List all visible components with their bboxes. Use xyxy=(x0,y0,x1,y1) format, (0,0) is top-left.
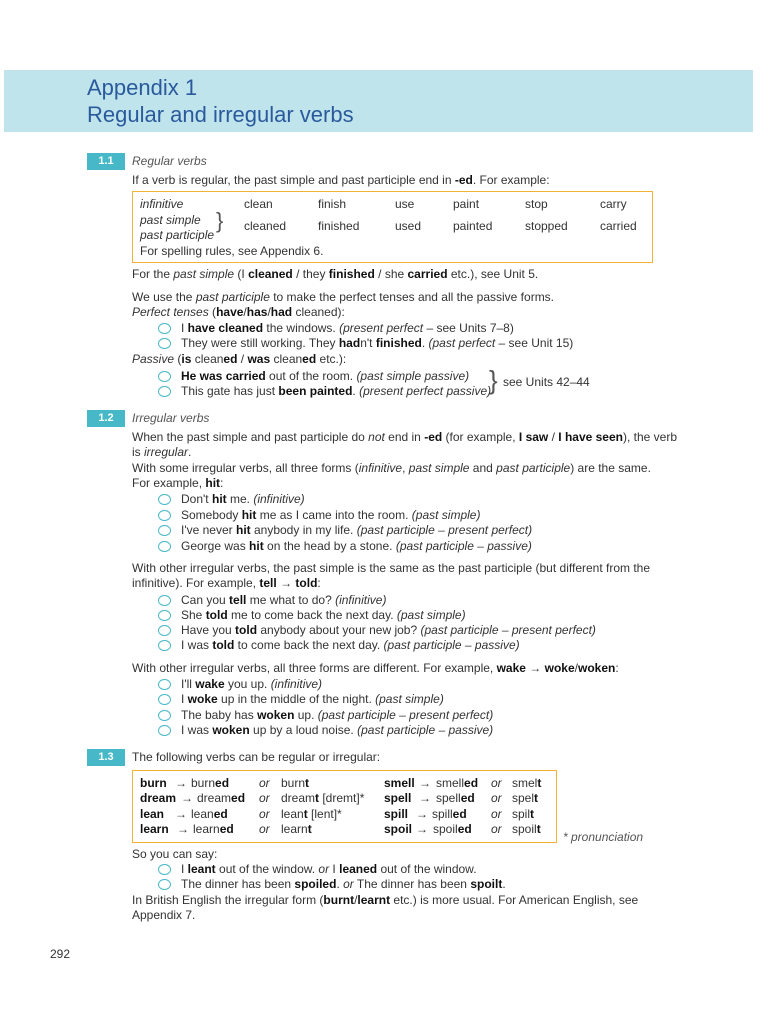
arrow-icon: → xyxy=(419,791,431,805)
regular-intro: If a verb is regular, the past simple and past participle end in -ed. For example: xyxy=(132,173,550,187)
verb-row: dream xyxy=(140,791,177,805)
example-sentence: I leant out of the window. or I leaned out of the window. xyxy=(181,862,477,876)
irregular-intro: When the past simple and past participle do not end in -ed (for example, I saw / I have seen), the verb xyxy=(132,430,678,444)
irregular-form: learnt xyxy=(281,822,312,836)
label-past-simple: past simple xyxy=(140,213,201,227)
for-example-hit: For example, hit: xyxy=(132,476,224,490)
or-word: or xyxy=(259,776,270,790)
bullet-icon xyxy=(158,725,171,736)
example-sentence: Don't hit me. (infinitive) xyxy=(181,492,305,506)
bullet-icon xyxy=(158,541,171,552)
bullet-icon xyxy=(158,338,171,349)
or-word: or xyxy=(259,807,270,821)
arrow-icon: → xyxy=(416,807,428,821)
example-sentence: I was woken up by a loud noise. (past participle – passive) xyxy=(181,723,494,737)
arrow-icon: → xyxy=(175,776,187,790)
past-form-cell: stopped xyxy=(525,219,568,233)
or-word: or xyxy=(491,822,502,836)
example-sentence: Have you told anybody about your new job? (past participle – present perfect) xyxy=(181,623,596,637)
past-form-cell: painted xyxy=(453,219,493,233)
example-sentence: The dinner has been spoiled. or The dinner has been spoilt. xyxy=(181,877,506,891)
example-sentence: I'll wake you up. (infinitive) xyxy=(181,677,323,691)
regular-form: burned xyxy=(191,776,230,790)
arrow-icon: → xyxy=(419,776,431,790)
past-simple-ref: For the past simple (I cleaned / they finished / she carried etc.), see Unit 5. xyxy=(132,267,539,281)
section-number-1-1: 1.1 xyxy=(87,153,125,170)
example-sentence: She told me to come back the next day. (past simple) xyxy=(181,608,466,622)
pronunciation-note: * pronunciation xyxy=(563,830,644,844)
arrow-icon: → xyxy=(181,791,193,805)
or-word: or xyxy=(259,822,270,836)
british-english-note: In British English the irregular form (burnt/learnt etc.) is more usual. For American English, see xyxy=(132,893,639,907)
regular-form: learned xyxy=(193,822,234,836)
infinitive-cell: paint xyxy=(453,197,480,211)
regular-form: dreamed xyxy=(197,791,246,805)
or-word: or xyxy=(491,791,502,805)
brace: } xyxy=(216,208,224,233)
label-infinitive: infinitive xyxy=(140,197,184,211)
bullet-icon xyxy=(158,679,171,690)
verb-row: spoil xyxy=(384,822,413,836)
section-number-1-2: 1.2 xyxy=(87,410,125,427)
section-title-irregular: Irregular verbs xyxy=(132,411,210,425)
regular-form: leaned xyxy=(191,807,228,821)
same-forms-text: With some irregular verbs, all three forms (infinitive, past simple and past participle) are the same. xyxy=(132,461,651,475)
bullet-icon xyxy=(158,494,171,505)
example-sentence: The baby has woken up. (past participle – present perfect) xyxy=(181,708,494,722)
irregular-form: leant [lent]* xyxy=(281,807,342,821)
bullet-icon xyxy=(158,879,171,890)
see-units-note: see Units 42–44 xyxy=(503,375,590,389)
label-past-participle: past participle xyxy=(140,228,215,242)
past-form-cell: carried xyxy=(600,219,637,233)
appendix-title: Appendix 1 xyxy=(87,75,198,100)
example-sentence: George was hit on the head by a stone. (past participle – passive) xyxy=(181,539,532,553)
bullet-icon xyxy=(158,610,171,621)
example-sentence: I've never hit anybody in my life. (past participle – present perfect) xyxy=(181,523,533,537)
regular-form: smelled xyxy=(436,776,479,790)
british-english-note-cont: Appendix 7. xyxy=(132,908,196,922)
bullet-icon xyxy=(158,525,171,536)
infinitive-cell: stop xyxy=(525,197,548,211)
infinitive-cell: finish xyxy=(318,197,347,211)
title-banner xyxy=(4,70,753,132)
irregular-form: spilt xyxy=(512,807,535,821)
so-you-can-say: So you can say: xyxy=(132,847,218,861)
bullet-icon xyxy=(158,371,171,382)
arrow-icon: → xyxy=(177,822,189,836)
section-number-1-3: 1.3 xyxy=(87,749,125,766)
infinitive-cell: use xyxy=(395,197,415,211)
bullet-icon xyxy=(158,510,171,521)
passive-line: Passive (is cleaned / was cleaned etc.): xyxy=(132,352,347,366)
bullet-icon xyxy=(158,595,171,606)
irregular-form: spoilt xyxy=(512,822,541,836)
bullet-icon xyxy=(158,640,171,651)
regular-form: spelled xyxy=(436,791,475,805)
for-example-tell: infinitive). For example, tell → told: xyxy=(132,576,321,590)
past-form-cell: cleaned xyxy=(244,219,287,233)
bullet-icon xyxy=(158,323,171,334)
bullet-icon xyxy=(158,625,171,636)
irregular-form: spelt xyxy=(512,791,539,805)
bullet-icon xyxy=(158,386,171,397)
irregular-form: smelt xyxy=(512,776,542,790)
verb-row: learn xyxy=(140,822,169,836)
irregular-intro-cont: is irregular. xyxy=(132,445,192,459)
bullet-icon xyxy=(158,694,171,705)
section-title-both: The following verbs can be regular or irregular: xyxy=(132,750,381,764)
example-sentence: This gate has just been painted. (present perfect passive) xyxy=(181,384,492,398)
example-sentence: Can you tell me what to do? (infinitive) xyxy=(181,593,387,607)
verb-row: smell xyxy=(384,776,415,790)
regular-form: spilled xyxy=(432,807,467,821)
verb-row: spill xyxy=(384,807,409,821)
past-form-cell: used xyxy=(395,219,422,233)
section-title-regular: Regular verbs xyxy=(132,154,207,168)
verb-row: burn xyxy=(140,776,167,790)
perfect-tenses-line: Perfect tenses (have/has/had cleaned): xyxy=(132,305,345,319)
regular-form: spoiled xyxy=(433,822,472,836)
bullet-icon xyxy=(158,864,171,875)
example-sentence: I was told to come back the next day. (past participle – passive) xyxy=(181,638,520,652)
or-word: or xyxy=(259,791,270,805)
page-number: 292 xyxy=(50,947,71,961)
irregular-form: dreamt [dremt]* xyxy=(281,791,365,805)
or-word: or xyxy=(491,776,502,790)
or-word: or xyxy=(491,807,502,821)
infinitive-cell: clean xyxy=(244,197,273,211)
example-sentence: I woke up in the middle of the night. (past simple) xyxy=(181,692,444,706)
arrow-icon: → xyxy=(416,822,428,836)
arrow-icon: → xyxy=(175,807,187,821)
brace: } xyxy=(489,365,498,395)
example-sentence: I have cleaned the windows. (present perfect – see Units 7–8) xyxy=(181,321,514,335)
spelling-note: For spelling rules, see Appendix 6. xyxy=(140,244,324,258)
past-form-cell: finished xyxy=(318,219,360,233)
irregular-form: burnt xyxy=(281,776,310,790)
verb-row: spell xyxy=(384,791,412,805)
example-sentence: They were still working. They hadn't finished. (past perfect – see Unit 15) xyxy=(181,336,574,350)
different-forms-text: With other irregular verbs, all three forms are different. For example, wake → woke/woken: xyxy=(132,661,619,675)
same-past-text: With other irregular verbs, the past simple is the same as the past participle (but different from the xyxy=(132,561,651,575)
past-participle-text: We use the past participle to make the perfect tenses and all the passive forms. xyxy=(132,290,555,304)
infinitive-cell: carry xyxy=(600,197,627,211)
example-sentence: He was carried out of the room. (past simple passive) xyxy=(181,369,470,383)
verb-row: lean xyxy=(140,807,165,821)
example-sentence: Somebody hit me as I came into the room. (past simple) xyxy=(181,508,481,522)
appendix-subtitle: Regular and irregular verbs xyxy=(87,102,354,127)
bullet-icon xyxy=(158,710,171,721)
